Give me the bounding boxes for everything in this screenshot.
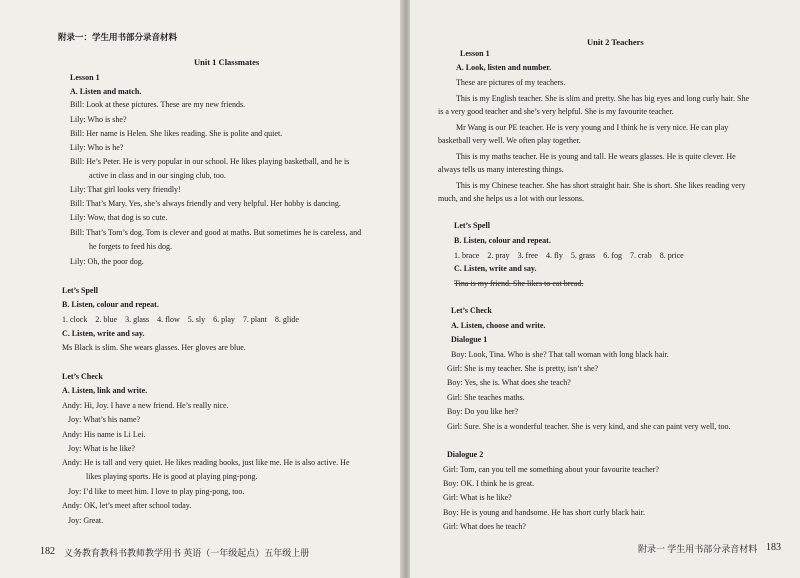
dialogue-line: likes playing sports. He is good at playing ping-pong. [86, 472, 258, 481]
section-heading: B. Listen, colour and repeat. [62, 300, 159, 309]
spell-sentence: Tina is my friend. She likes to eat bread. [454, 279, 584, 288]
dialogue-line: Joy: What is he like? [68, 444, 135, 453]
dialogue-line: Bill: He’s Peter. He is very popular in our school. He likes playing basketball, and he is [70, 157, 350, 166]
section-heading: A. Listen and match. [70, 87, 142, 96]
dialogue-line: Bill: That’s Tom’s dog. Tom is clever and good at maths. But sometimes he is careless, and [70, 228, 362, 237]
paragraph-line: This is my maths teacher. He is young and tall. He wears glasses. He is quite clever. He [456, 152, 736, 161]
section-heading: Let’s Spell [62, 286, 98, 295]
dialogue-line: Boy: Yes, she is. What does she teach? [447, 378, 571, 387]
lesson-heading: Lesson 1 [460, 49, 490, 58]
dialogue-line: Girl: She teaches maths. [447, 393, 525, 402]
paragraph-line: These are pictures of my teachers. [456, 78, 566, 87]
spell-sentence: Ms Black is slim. She wears glasses. Her gloves are blue. [62, 343, 246, 352]
appendix-header: 附录一：学生用书部分录音材料 [58, 33, 178, 43]
page-footer: 义务教育教科书教师教学用书 英语（一年级起点）五年级上册 [64, 548, 310, 558]
dialogue-line: Lily: Wow, that dog is so cute. [70, 213, 168, 222]
dialogue-line: Joy: Great. [68, 516, 104, 525]
unit-title: Unit 1 Classmates [194, 57, 260, 67]
section-heading: Let’s Spell [454, 221, 490, 230]
dialogue-line: Girl: What does he teach? [443, 522, 526, 531]
section-heading: Let’s Check [451, 306, 492, 315]
dialogue-line: Lily: Oh, the poor dog. [70, 257, 144, 266]
paragraph-line: This is my Chinese teacher. She has short straight hair. She is short. She likes reading very [456, 181, 746, 190]
dialogue-line: Boy: Look, Tina. Who is she? That tall woman with long black hair. [451, 350, 669, 359]
paragraph-line: is a very good teacher and she’s very helpful. She is my favourite teacher. [438, 107, 674, 116]
dialogue-title: Dialogue 1 [451, 335, 488, 344]
section-heading: C. Listen, write and say. [62, 329, 145, 338]
dialogue-line: Girl: Tom, can you tell me something about your favourite teacher? [443, 465, 659, 474]
spell-word-list: 1. clock 2. blue 3. glass 4. flow 5. sly 6. play 7. plant 8. glide [62, 315, 299, 324]
dialogue-line: Girl: Sure. She is a wonderful teacher. She is very kind, and she can paint very well, too. [447, 422, 731, 431]
dialogue-line: Boy: OK. I think he is great. [443, 479, 535, 488]
dialogue-title: Dialogue 2 [447, 450, 484, 459]
page-number: 183 [766, 542, 781, 553]
paragraph-line: This is my English teacher. She is slim and pretty. She has big eyes and long curly hair. She [456, 94, 749, 103]
dialogue-line: Joy: I’d like to meet him. I love to play ping-pong, too. [68, 487, 245, 496]
right-page [410, 0, 800, 578]
unit-title: Unit 2 Teachers [587, 37, 644, 47]
section-heading: A. Look, listen and number. [456, 63, 552, 72]
page-number: 182 [40, 546, 55, 557]
dialogue-line: Lily: Who is she? [70, 115, 127, 124]
dialogue-line: Joy: What’s his name? [68, 415, 141, 424]
paragraph-line: basketball very well. We often play together. [438, 136, 581, 145]
dialogue-line: Boy: Do you like her? [447, 407, 519, 416]
dialogue-line: Boy: He is young and handsome. He has short curly black hair. [443, 508, 645, 517]
lesson-heading: Lesson 1 [70, 73, 100, 82]
spell-word-list: 1. brace 2. pray 3. free 4. fly 5. grass 6. fog 7. crab 8. price [454, 251, 684, 260]
dialogue-line: Bill: Look at these pictures. These are my new friends. [70, 100, 246, 109]
section-heading: A. Listen, link and write. [62, 386, 148, 395]
dialogue-line: Lily: Who is he? [70, 143, 124, 152]
section-heading: Let’s Check [62, 372, 103, 381]
paragraph-line: much, and she helps us a lot with our lessons. [438, 194, 584, 203]
dialogue-line: Andy: His name is Li Lei. [62, 430, 146, 439]
dialogue-line: Andy: He is tall and very quiet. He likes reading books, just like me. He is also active. He [62, 458, 350, 467]
paragraph-line: always tells us many interesting things. [438, 165, 564, 174]
section-heading: B. Listen, colour and repeat. [454, 236, 551, 245]
dialogue-line: Girl: She is my teacher. She is pretty, isn’t she? [447, 364, 599, 373]
section-heading: C. Listen, write and say. [454, 264, 537, 273]
dialogue-line: Lily: That girl looks very friendly! [70, 185, 181, 194]
dialogue-line: Bill: That’s Mary. Yes, she’s always friendly and very helpful. Her hobby is dancing. [70, 199, 341, 208]
paragraph-line: Mr Wang is our PE teacher. He is very young and I think he is very nice. He can play [456, 123, 729, 132]
dialogue-line: Andy: Hi, Joy. I have a new friend. He’s really nice. [62, 401, 229, 410]
section-heading: A. Listen, choose and write. [451, 321, 546, 330]
dialogue-line: Girl: What is he like? [443, 493, 512, 502]
dialogue-line: active in class and in our singing club, too. [89, 171, 226, 180]
dialogue-line: he forgets to feed his dog. [89, 242, 172, 251]
page-footer: 附录一 学生用书部分录音材料 [638, 544, 758, 554]
dialogue-line: Bill: Her name is Helen. She likes reading. She is polite and quiet. [70, 129, 283, 138]
dialogue-line: Andy: OK, let’s meet after school today. [62, 501, 192, 510]
